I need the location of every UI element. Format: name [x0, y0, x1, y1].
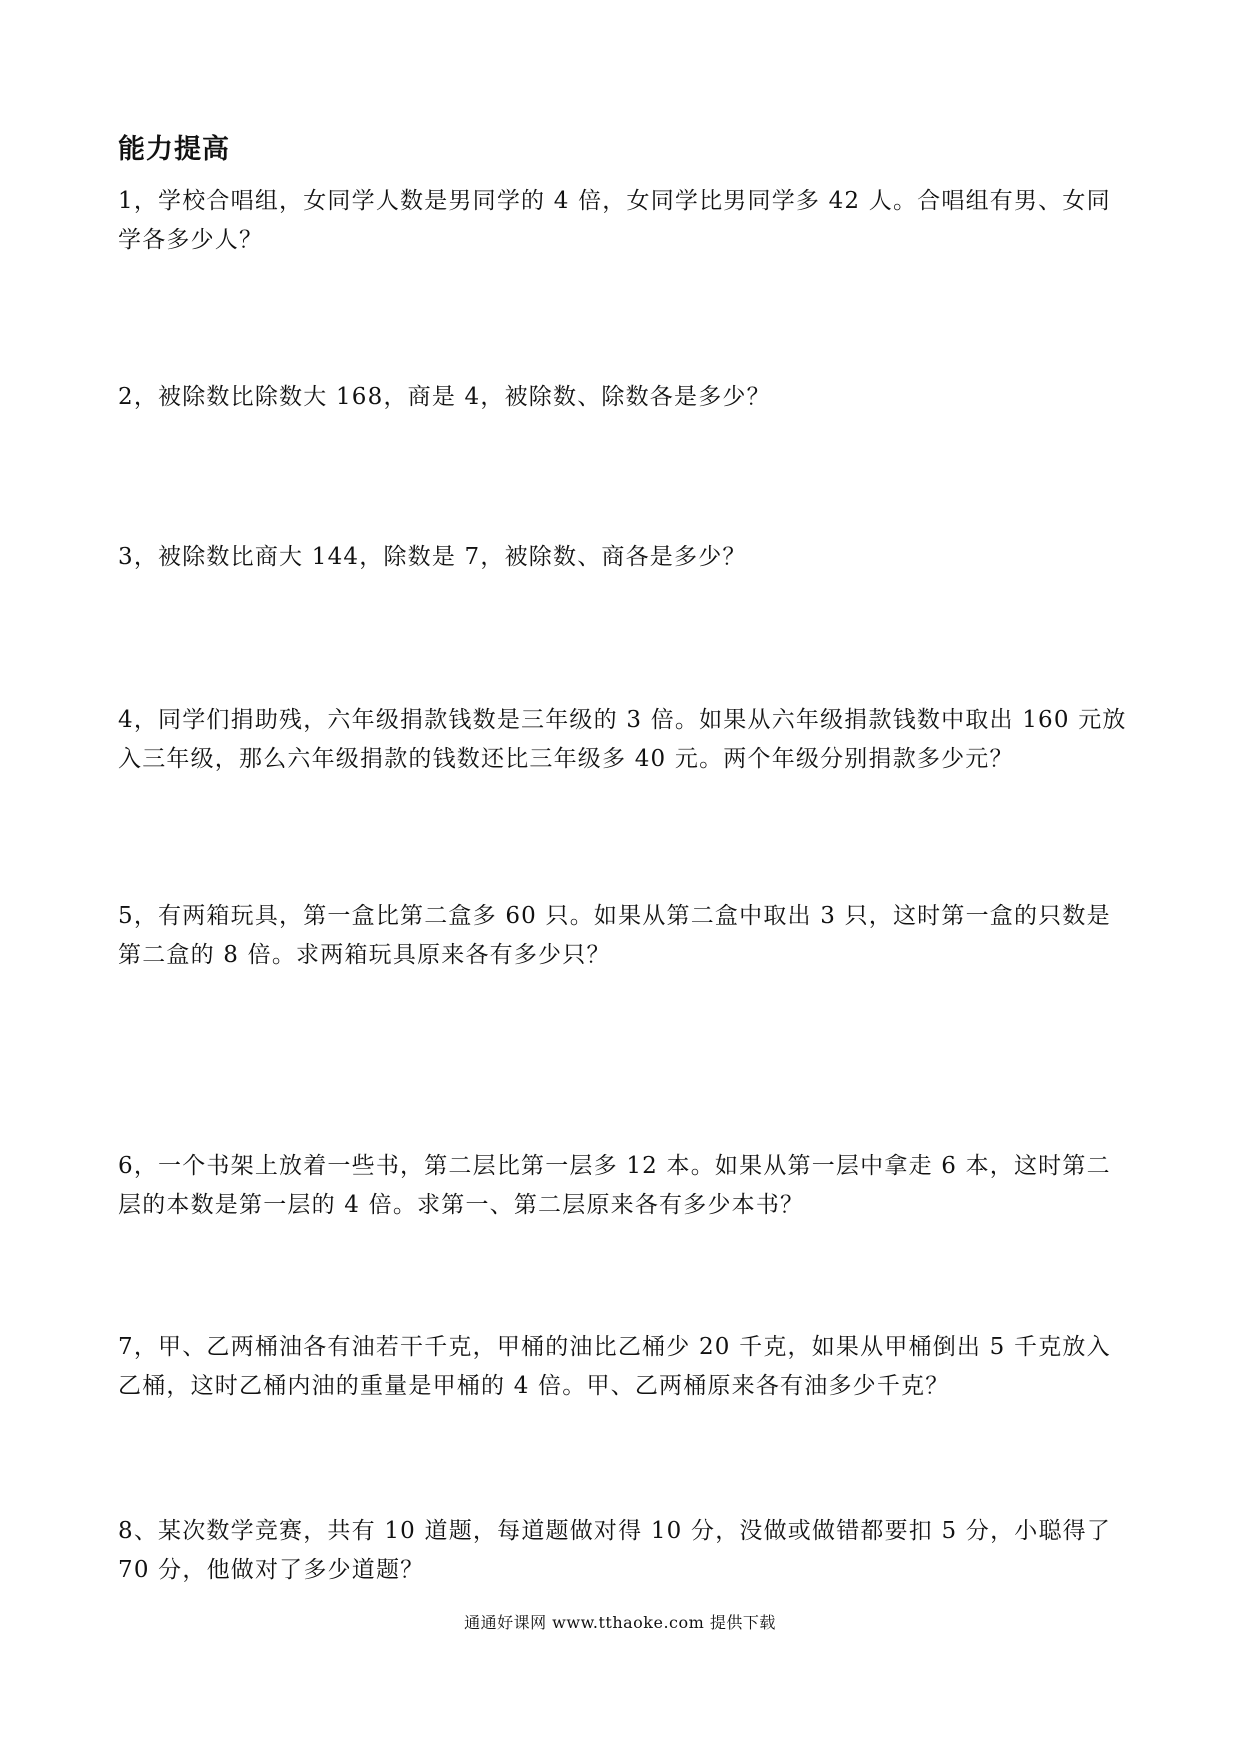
question-line: 4，同学们捐助残，六年级捐款钱数是三年级的 3 倍。如果从六年级捐款钱数中取出 160 元放 — [118, 707, 1127, 733]
question-line: 7，甲、乙两桶油各有油若干千克，甲桶的油比乙桶少 20 千克，如果从甲桶倒出 5 千克放入 — [118, 1334, 1111, 1360]
question-line: 1，学校合唱组，女同学人数是男同学的 4 倍，女同学比男同学多 42 人。合唱组有男、女同 — [118, 188, 1111, 214]
footer-credit: 通通好课网 www.tthaoke.com 提供下载 — [464, 1613, 776, 1632]
question-line: 3，被除数比商大 144，除数是 7，被除数、商各是多少？ — [118, 544, 747, 570]
question-7 — [118, 1328, 1128, 1406]
question-2 — [118, 378, 1128, 417]
question-line: 第二盒的 8 倍。求两箱玩具原来各有多少只？ — [118, 942, 611, 968]
question-line: 层的本数是第一层的 4 倍。求第一、第二层原来各有多少本书？ — [118, 1192, 805, 1218]
question-line: 2，被除数比除数大 168，商是 4，被除数、除数各是多少？ — [118, 384, 771, 410]
question-3 — [118, 538, 1128, 577]
question-line: 乙桶，这时乙桶内油的重量是甲桶的 4 倍。甲、乙两桶原来各有油多少千克？ — [118, 1373, 950, 1399]
question-4 — [118, 701, 1128, 779]
question-8 — [118, 1512, 1128, 1590]
question-line: 入三年级，那么六年级捐款的钱数还比三年级多 40 元。两个年级分别捐款多少元？ — [118, 746, 1014, 772]
question-6 — [118, 1147, 1128, 1225]
question-line: 8、某次数学竞赛，共有 10 道题，每道题做对得 10 分，没做或做错都要扣 5 分，小聪得了 — [118, 1518, 1112, 1544]
section-heading: 能力提高 — [118, 134, 230, 165]
question-line: 70 分，他做对了多少道题？ — [118, 1557, 425, 1583]
question-5 — [118, 897, 1128, 975]
question-line: 学各多少人？ — [118, 227, 264, 253]
question-1 — [118, 182, 1128, 260]
question-line: 6，一个书架上放着一些书，第二层比第一层多 12 本。如果从第一层中拿走 6 本，这时第二 — [118, 1153, 1111, 1179]
question-line: 5，有两箱玩具，第一盒比第二盒多 60 只。如果从第二盒中取出 3 只，这时第一盒的只数是 — [118, 903, 1111, 929]
